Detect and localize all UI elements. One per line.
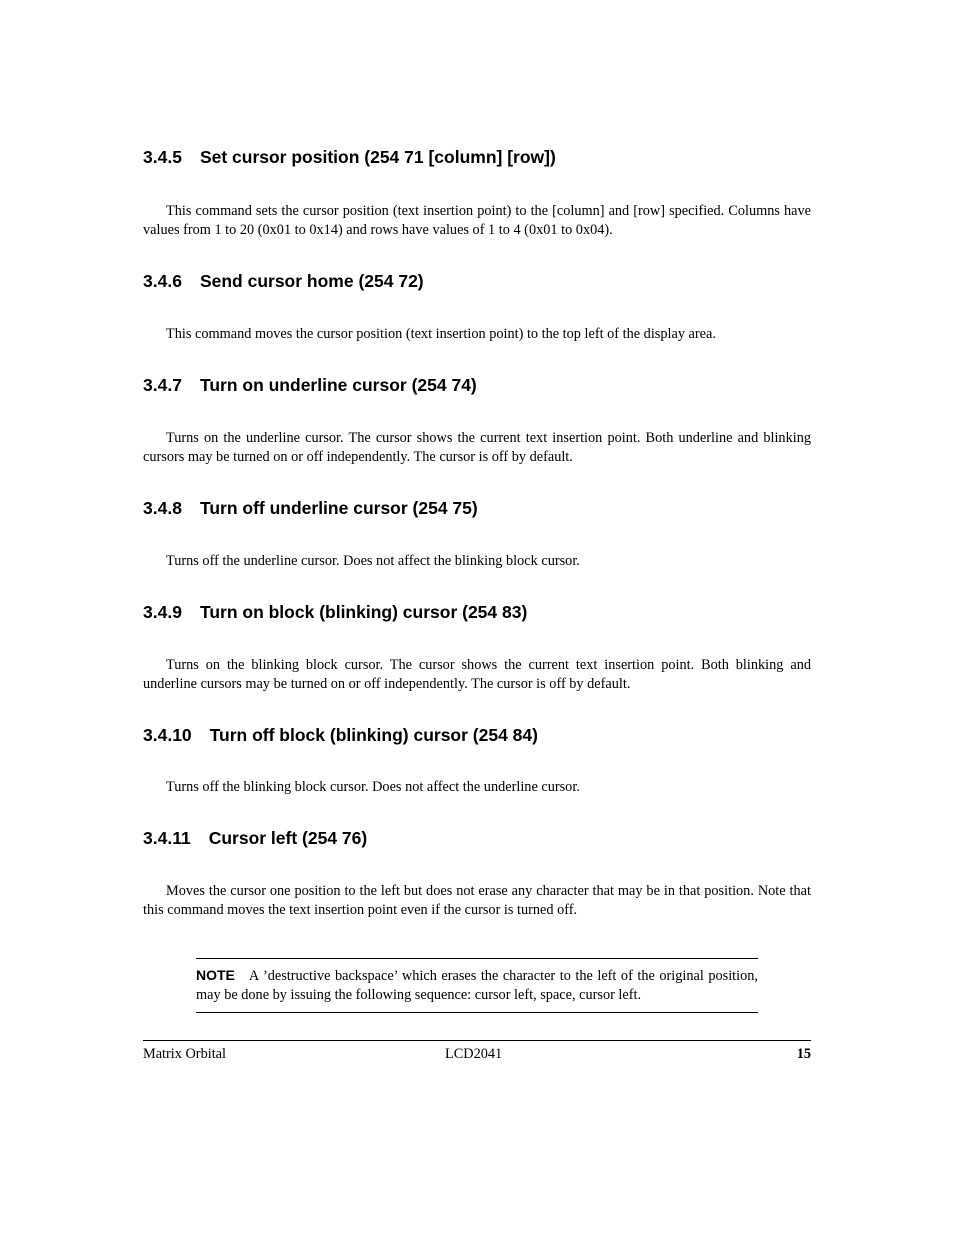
section-body: Turns on the underline cursor. The cursor shows the current text insertion point. Both underline and blinking cursors may be turned on or off independently. The cursor is off by default. bbox=[143, 430, 811, 465]
section-title: Turn on block (blinking) cursor (254 83) bbox=[199, 602, 528, 622]
section-heading bbox=[143, 374, 811, 396]
section-number: 3.4.8 bbox=[143, 498, 182, 518]
section-body: This command sets the cursor position (text insertion point) to the [column] and [row] specified. Columns have values from 1 to 20 (0x01 to 0x14) and rows have values of 1 to 4 (0x01 to 0x04). bbox=[143, 203, 811, 238]
section-body: Moves the cursor one position to the left but does not erase any character that may be in that position. Note that this command moves the text insertion point even if the cursor is turned off. bbox=[143, 883, 811, 918]
section-heading bbox=[143, 827, 811, 849]
section-body: Turns off the blinking block cursor. Does not affect the underline cursor. bbox=[166, 779, 580, 795]
section-number: 3.4.9 bbox=[143, 602, 182, 622]
section-number: 3.4.5 bbox=[143, 147, 182, 167]
page-content bbox=[143, 146, 811, 920]
section-heading bbox=[143, 724, 811, 746]
section-title: Cursor left (254 76) bbox=[208, 828, 368, 848]
section-heading bbox=[143, 497, 811, 519]
note-text bbox=[196, 966, 758, 1005]
footer-rule bbox=[143, 1040, 811, 1041]
note-box bbox=[196, 958, 758, 1013]
footer-product: LCD2041 bbox=[445, 1046, 503, 1062]
section-number: 3.4.6 bbox=[143, 271, 182, 291]
note-label: NOTE bbox=[196, 967, 235, 983]
section-body: This command moves the cursor position (text insertion point) to the top left of the display area. bbox=[166, 326, 716, 342]
section-number: 3.4.10 bbox=[143, 725, 192, 745]
section-number: 3.4.7 bbox=[143, 375, 182, 395]
footer-company: Matrix Orbital bbox=[143, 1046, 226, 1062]
section-title: Turn on underline cursor (254 74) bbox=[199, 375, 477, 395]
section-title: Send cursor home (254 72) bbox=[199, 271, 424, 291]
section-body: Turns off the underline cursor. Does not affect the blinking block cursor. bbox=[166, 553, 580, 569]
section-heading bbox=[143, 270, 811, 292]
section-body: Turns on the blinking block cursor. The cursor shows the current text insertion point. Both blinking and underline cursors may be turned on or off independently. The cursor is off by default. bbox=[143, 657, 811, 692]
section-title: Set cursor position (254 71 [column] [row]) bbox=[199, 147, 556, 167]
page-number: 15 bbox=[796, 1046, 811, 1062]
section-heading bbox=[143, 146, 811, 168]
section-title: Turn off block (blinking) cursor (254 84) bbox=[209, 725, 538, 745]
page-footer bbox=[143, 1045, 811, 1065]
section-heading bbox=[143, 601, 811, 623]
section-title: Turn off underline cursor (254 75) bbox=[199, 498, 478, 518]
section-number: 3.4.11 bbox=[143, 828, 191, 848]
note-body: A ’destructive backspace’ which erases the character to the left of the original position, may be done by issuing the following sequence: cursor left, space, cursor left. bbox=[196, 968, 758, 1003]
